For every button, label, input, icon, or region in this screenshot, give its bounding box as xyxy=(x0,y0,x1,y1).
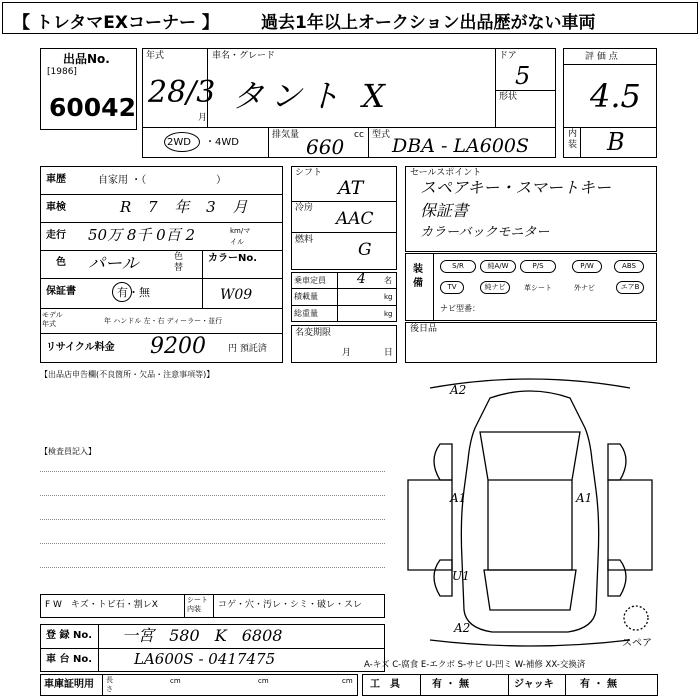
banner-right: 過去1年以上オークション出品歴がない車両 xyxy=(261,13,596,33)
color-no-value: W09 xyxy=(220,287,253,303)
ac-label: 冷房 xyxy=(295,203,314,213)
legend-codes: A-キズ C-腐食 E-エクボ S-サビ U-凹ミ W-補修 XX-交換済 xyxy=(364,660,586,670)
drive-4wd: ・4WD xyxy=(205,137,239,148)
vin-label: 車 台 No. xyxy=(46,654,93,665)
ac-value: AAC xyxy=(336,209,374,229)
load-unit: kg xyxy=(384,293,393,301)
mark-right-a1: A1 xyxy=(576,491,593,505)
load-label: 積載量 xyxy=(294,292,318,301)
equip-sr: S/R xyxy=(440,260,476,273)
legend-seat-value: コゲ・穴・汚レ・シミ・破レ・スレ xyxy=(218,600,363,610)
displacement-unit: cc xyxy=(354,130,364,140)
equip-airbag: エアB xyxy=(616,281,644,294)
model-value: DBA - LA600S xyxy=(392,135,530,157)
equip-pw: P/W xyxy=(572,260,602,273)
legend-fw: F W キズ・トビ石・割レX xyxy=(45,600,158,610)
deadline-label: 名変期限 xyxy=(295,328,332,338)
model-label: 型式 xyxy=(372,130,391,140)
model-year-label: モデル年式 xyxy=(42,311,63,328)
color-label: 色 xyxy=(56,257,66,268)
lot-number: 60042 xyxy=(49,93,136,122)
later-box xyxy=(405,322,657,363)
gross-label: 総重量 xyxy=(294,309,318,318)
later-label: 後日品 xyxy=(410,324,438,334)
color-no-label: カラーNo. xyxy=(208,253,258,264)
equipment-label: 装備 xyxy=(413,264,423,289)
warranty-label: 保証書 xyxy=(46,286,76,297)
equip-navi: 純ナビ xyxy=(480,281,510,294)
sales-line-3: カラーバックモニター xyxy=(420,225,550,240)
cert-col-4: cm xyxy=(342,677,353,685)
mileage-label: 走行 xyxy=(46,230,66,241)
cert-col-2: cm xyxy=(170,677,181,685)
gross-unit: kg xyxy=(384,310,393,318)
lot-label: 出品No. xyxy=(63,52,110,66)
displacement-value: 660 xyxy=(306,135,345,159)
tool-value: 有 ・ 無 xyxy=(432,679,469,690)
shape-label: 形状 xyxy=(499,92,518,102)
capacity-unit: 名 xyxy=(384,276,392,285)
capacity-label: 乗車定員 xyxy=(294,276,326,285)
color-value: パール xyxy=(88,254,139,274)
tool-label: 工 具 xyxy=(370,679,400,690)
inspection-label: 車検 xyxy=(46,202,66,213)
equip-ext-navi: 外ナビ xyxy=(574,284,595,292)
vin-value: LA600S - 0417475 xyxy=(134,650,276,668)
lot-box xyxy=(40,48,137,130)
car-damage-diagram xyxy=(400,370,658,650)
equip-ps: P/S xyxy=(520,260,556,273)
rating-label: 評 価 点 xyxy=(585,52,618,62)
cert-label: 車庫証明用 xyxy=(44,679,94,690)
legend-seat: シート内装 xyxy=(187,596,208,613)
inspection-value: R 7 年 3 月 xyxy=(120,198,248,216)
year-value: 28/3 xyxy=(148,75,216,110)
cert-col-3: cm xyxy=(258,677,269,685)
year-label: 年式 xyxy=(146,51,165,61)
mark-front-a2: A2 xyxy=(450,383,467,397)
spare-label: スペア xyxy=(622,638,652,649)
interior-value: B xyxy=(607,128,625,156)
reg-label: 登 録 No. xyxy=(46,630,93,641)
equip-aw: 純A/W xyxy=(480,260,516,273)
equip-leather: 革シート xyxy=(524,284,552,292)
inspector-lines xyxy=(40,460,385,590)
mark-left-a1: A1 xyxy=(450,491,467,505)
shift-value: AT xyxy=(338,177,364,199)
reg-value: 一宮 580 K 6808 xyxy=(122,626,283,645)
fuel-label: 燃料 xyxy=(295,235,314,245)
equip-navi-model: ナビ型番： xyxy=(440,304,480,313)
warranty-value: 有・無 xyxy=(117,286,150,299)
recycle-value: 9200 xyxy=(150,334,206,359)
year-unit: 月 xyxy=(198,113,208,123)
interior-label: 内装 xyxy=(568,129,578,150)
carname-value: タント X xyxy=(232,77,391,115)
sales-label: セールスポイント xyxy=(410,168,482,178)
equip-abs: ABS xyxy=(614,260,644,273)
deadline-value: 月 日 xyxy=(342,348,393,358)
inspector-notes-label: 【検査員記入】 xyxy=(40,447,96,456)
drive-2wd: 2WD xyxy=(167,137,191,148)
mark-left-u1: U1 xyxy=(452,569,470,583)
color-change-label: 色替 xyxy=(174,252,184,273)
mark-rear-a2: A2 xyxy=(454,621,471,635)
capacity-value: 4 xyxy=(357,271,366,287)
equip-tv: TV xyxy=(440,281,464,294)
recycle-unit: 円 預託済 xyxy=(228,344,267,354)
recycle-label: リサイクル料金 xyxy=(46,342,115,353)
lot-sub: [1986] xyxy=(47,67,77,77)
history-value: 自家用 ・（ ） xyxy=(98,175,227,186)
model-year-value: 年 ハンドル 左・右 ディーラー・並行 xyxy=(104,317,223,325)
door-label: ドア xyxy=(499,51,517,61)
rating-value: 4.5 xyxy=(590,77,641,115)
mileage-value: 50万 8千 0百 2 xyxy=(88,226,196,244)
title-banner xyxy=(2,2,698,34)
banner-left: 【 トレタマEXコーナー 】 xyxy=(13,13,219,33)
fuel-value: G xyxy=(358,240,372,260)
jack-value: 有 ・ 無 xyxy=(580,679,617,690)
carname-label: 車名・グレード xyxy=(212,51,276,61)
sales-line-1: スペアキー・スマートキー xyxy=(420,178,612,197)
mileage-unit: km/マイル xyxy=(230,227,251,246)
sales-line-2: 保証書 xyxy=(420,201,469,220)
displacement-label: 排気量 xyxy=(272,130,300,140)
shift-label: シフト xyxy=(295,168,323,178)
cert-col-1: 長さ xyxy=(106,676,113,693)
door-value: 5 xyxy=(515,62,531,90)
seller-notes-label: 【出品店申告欄(不良箇所・欠品・注意事項等)】 xyxy=(40,370,215,379)
history-label: 車歴 xyxy=(46,174,66,185)
jack-label: ジャッキ xyxy=(514,679,554,690)
